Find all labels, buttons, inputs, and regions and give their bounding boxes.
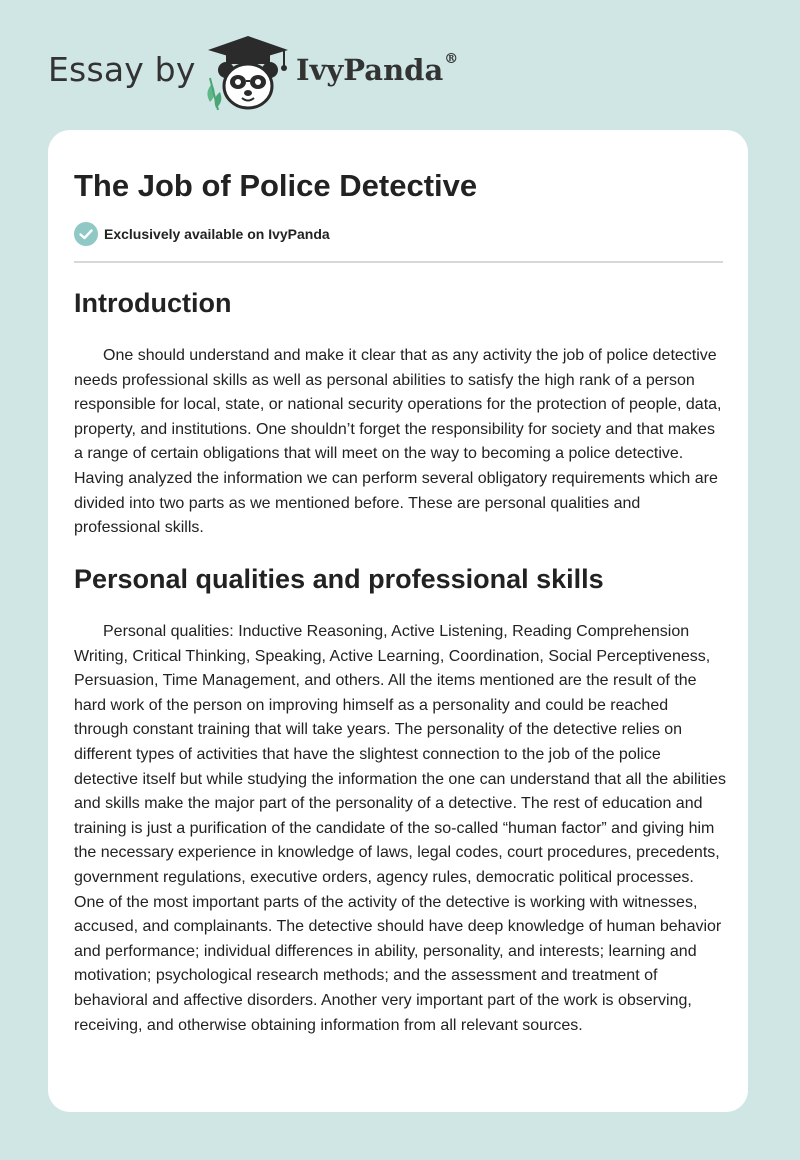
section-paragraph-personal-qualities: Personal qualities: Inductive Reasoning, Active Listening, Reading Comprehension Writing, Critical Thinking, Speaking, Active Learning, Coordination, Social Perceptiveness, Persuasion, Time Management, and others. All the items mentioned are the result of the hard work of the person on improving himself as a personality and could be reached through constant training that will take years. The personality of the detective relies on different types of activities that have the slightest connection to the job of the police detective itself but while studying the information the one can understand that all the abilities and skills make the major part of the personality of a detective. The rest of education and training is just a purification of the candidate of the so-called “human factor” and giving him the necessary experience in knowledge of laws, legal codes, court procedures, precedents, government regulations, executive orders, agency rules, democratic political processes. One of the most important parts of the activity of the detective is working with witnesses, accused, and complainants. The detective should have deep knowledge of human behavior and performance; individual differences in ability, personality, and interests; learning and motivation; psychological research methods; and the assessment and treatment of behavioral and affective disorders. Another very important part of the work is observing, receiving, and otherwise obtaining information from all relevant sources. [74, 623, 726, 1034]
section-heading-personal-qualities: Personal qualities and professional skills [74, 564, 604, 594]
section-heading-introduction: Introduction [74, 288, 232, 318]
page-title: The Job of Police Detective [74, 168, 478, 203]
registered-mark: ® [444, 51, 459, 67]
exclusive-badge [74, 222, 330, 246]
panda-graduation-cap-icon[interactable] [198, 32, 294, 112]
brand-prefix: Essay by [48, 50, 196, 89]
article-card [48, 130, 748, 1112]
section-paragraph-introduction: One should understand and make it clear that as any activity the job of police detective needs professional skills as well as personal abilities to satisfy the high rank of a person responsible for local, state, or national security operations for the protection of people, data, property, and institutions. One shouldn’t forget the responsibility for society and that makes a range of certain obligations that will meet on the way to becoming a police detective. Having analyzed the information we can perform several obligatory requirements which are divided into two parts as we mentioned before. These are personal qualities and professional skills. [74, 347, 722, 537]
exclusive-badge-text: Exclusively available on IvyPanda [104, 226, 330, 242]
check-circle-icon [74, 222, 98, 246]
brand-name[interactable]: IvyPanda® [296, 51, 459, 87]
title-divider [74, 261, 723, 263]
site-header [0, 0, 800, 130]
